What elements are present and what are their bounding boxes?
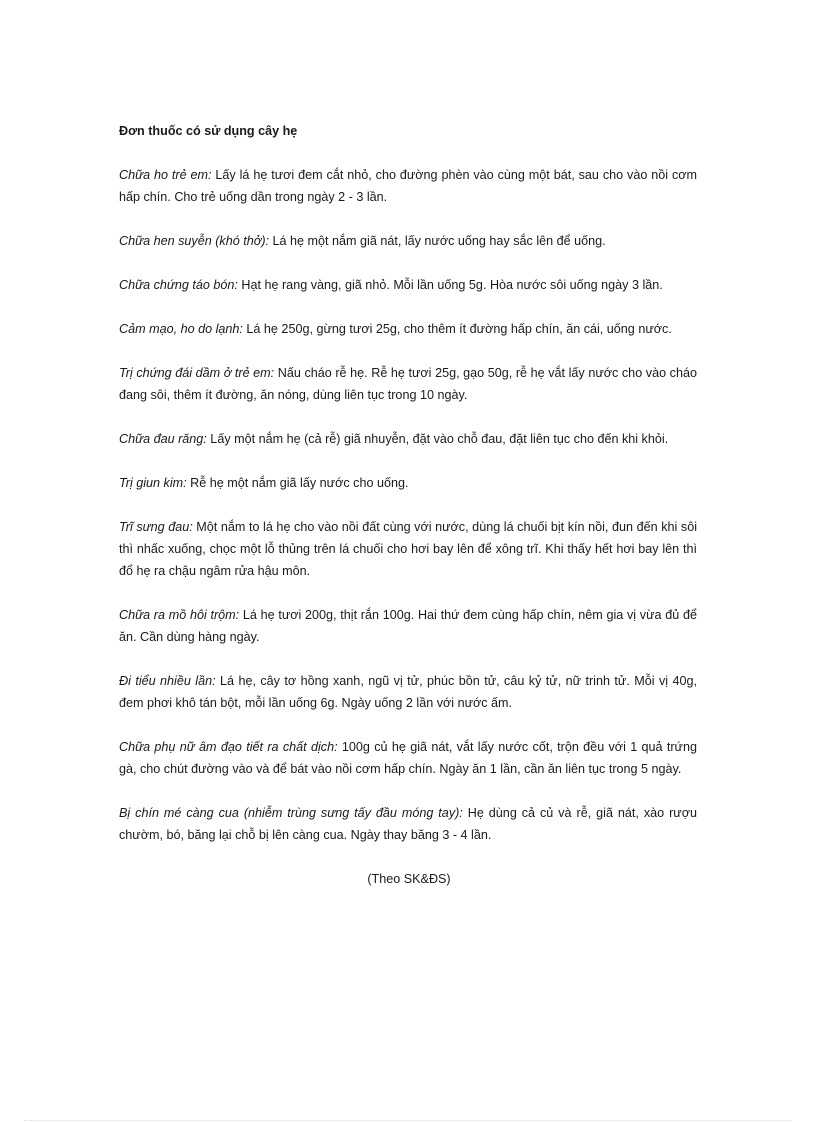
remedy-heading: Cảm mạo, ho do lạnh: [119,322,243,336]
remedy-paragraph [119,802,697,846]
remedy-heading: Chữa hen suyễn (khó thở): [119,234,270,248]
remedy-text: Một nắm to lá hẹ cho vào nồi đất cùng với nước, dùng lá chuối bịt kín nồi, đun đến khi sôi thì nhấc xuống, chọc một lỗ thủng trên lá chuối cho hơi bay lên để xông trĩ. Khi thấy hết hơi bay lên thì đổ hẹ ra chậu ngâm rửa hậu môn. [119,520,697,578]
remedy-text: Lá hẹ tươi 200g, thịt rắn 100g. Hai thứ đem cùng hấp chín, nêm gia vị vừa đủ để ăn. Cần dùng hàng ngày. [119,608,697,644]
remedy-text: Lá hẹ, cây tơ hồng xanh, ngũ vị tử, phúc bồn tử, câu kỷ tử, nữ trinh tử. Mỗi vị 40g, đem phơi khô tán bột, mỗi lần uống 6g. Ngày uống 2 lần với nước ấm. [119,674,697,710]
remedy-heading: Chữa phụ nữ âm đạo tiết ra chất dịch: [119,740,338,754]
source-credit: (Theo SK&ĐS) [367,872,451,886]
remedy-text: Nấu cháo rễ hẹ. Rễ hẹ tươi 25g, gạo 50g, rễ hẹ vắt lấy nước cho vào cháo đang sôi, thêm ít đường, ăn nóng, dùng liên tục trong 10 ngày. [119,366,697,402]
remedy-paragraph [119,164,697,208]
remedy-text: Hẹ dùng cả củ và rễ, giã nát, xào rượu chườm, bó, băng lại chỗ bị lên càng cua. Ngày thay băng 3 - 4 lần. [119,806,697,842]
remedy-paragraph [119,736,697,780]
remedy-heading: Chữa đau răng: [119,432,207,446]
page-bottom-divider [24,1120,792,1121]
remedy-heading: Đi tiểu nhiều lần: [119,674,216,688]
remedy-text: Lá hẹ 250g, gừng tươi 25g, cho thêm ít đường hấp chín, ăn cái, uống nước. [242,322,672,336]
remedy-text: Lá hẹ một nắm giã nát, lấy nước uống hay sắc lên để uống. [269,234,606,248]
remedy-heading: Trị chứng đái dầm ở trẻ em: [119,366,275,380]
remedy-paragraph [119,362,697,406]
remedy-text: Rễ hẹ một nắm giã lấy nước cho uống. [186,476,409,490]
remedy-heading: Trĩ sưng đau: [119,520,193,534]
document-body [119,120,697,890]
remedy-heading: Bị chín mé càng cua (nhiễm trùng sưng tấy đầu móng tay): [119,806,463,820]
remedy-paragraph [119,230,697,252]
remedy-heading: Chữa chứng táo bón: [119,278,238,292]
remedy-text: 100g củ hẹ giã nát, vắt lấy nước cốt, trộn đều với 1 quả trứng gà, cho chút đường vào và để bát vào nồi cơm hấp chín. Ngày ăn 1 lần, cần ăn liên tục trong 5 ngày. [119,740,697,776]
remedy-text: Hạt hẹ rang vàng, giã nhỏ. Mỗi lần uống 5g. Hòa nước sôi uống ngày 3 lần. [237,278,663,292]
document-title: Đơn thuốc có sử dụng cây hẹ [119,124,298,138]
remedy-paragraph [119,670,697,714]
remedy-text: Lấy lá hẹ tươi đem cắt nhỏ, cho đường phèn vào cùng một bát, sau cho vào nồi cơm hấp chín. Cho trẻ uống dần trong ngày 2 - 3 lần. [119,168,697,204]
remedy-text: Lấy một nắm hẹ (cả rễ) giã nhuyễn, đặt vào chỗ đau, đặt liên tục cho đến khi khỏi. [206,432,669,446]
remedy-paragraph [119,604,697,648]
remedy-paragraph [119,428,697,450]
remedy-heading: Trị giun kim: [119,476,187,490]
remedy-paragraph [119,274,697,296]
remedy-paragraph [119,472,697,494]
remedy-heading: Chữa ho trẻ em: [119,168,212,182]
remedy-heading: Chữa ra mồ hôi trộm: [119,608,240,622]
remedy-paragraph [119,318,697,340]
remedy-paragraph [119,516,697,582]
